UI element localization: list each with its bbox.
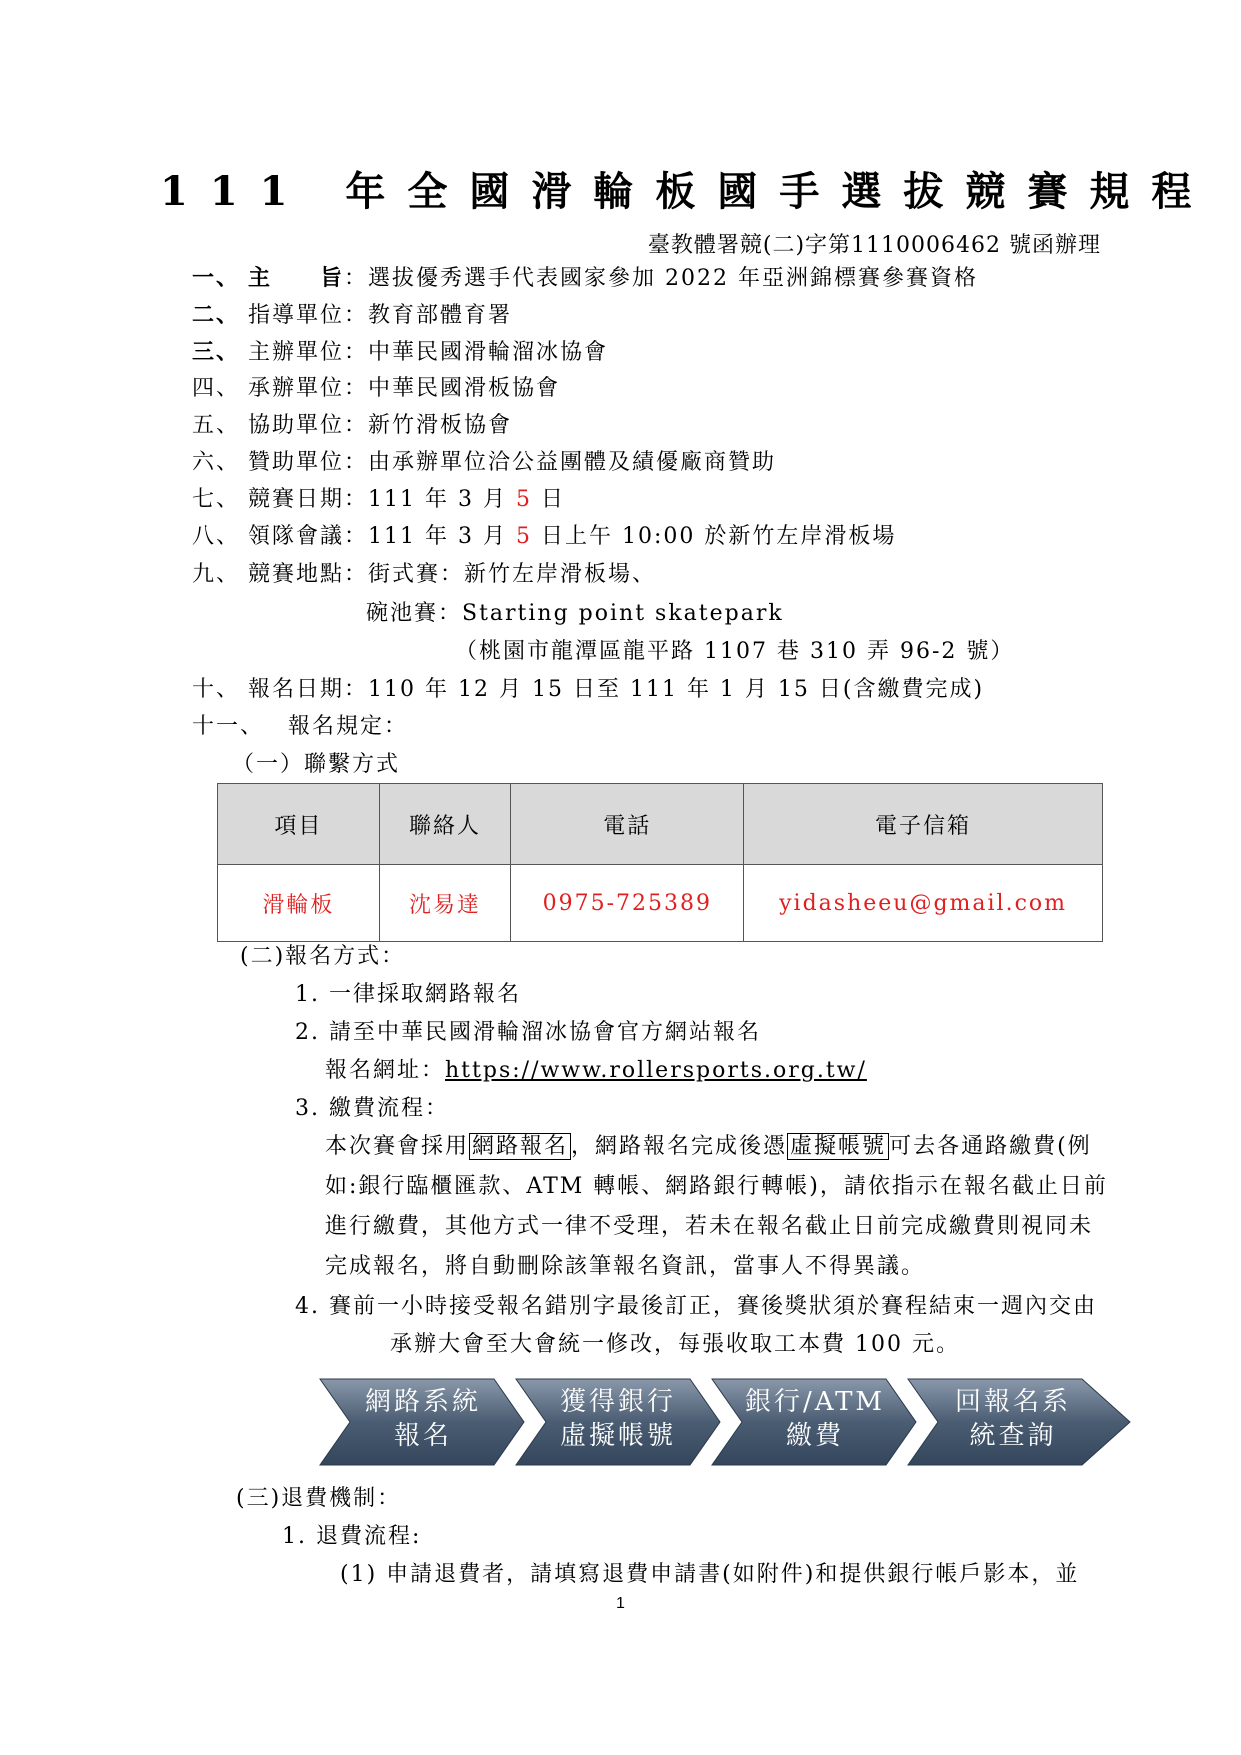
item-label: 報名規定： <box>288 714 409 739</box>
flow-step-line: 獲得銀行 <box>559 1387 676 1417</box>
item-label: 領隊會議 <box>248 524 345 549</box>
page-number: 1 <box>616 1595 625 1612</box>
page-title: 111 年全國滑輪板國手選拔競賽規程 <box>160 168 1214 215</box>
payment-line-1 <box>325 1132 1092 1162</box>
payment-line-3: 進行繳費，其他方式一律不受理，若未在報名截止日前完成繳費則視同未 <box>325 1214 1094 1239</box>
item-host <box>192 374 560 404</box>
flow-step-line: 網路系統 <box>364 1387 481 1417</box>
registration-heading: (二)報名方式： <box>240 944 406 969</box>
flow-step-4 <box>928 1385 1098 1453</box>
registration-flow-diagram <box>318 1377 1138 1467</box>
table-row <box>218 865 1103 942</box>
payment-line-4: 完成報名，將自動刪除該筆報名資訊，當事人不得異議。 <box>325 1254 926 1279</box>
registration-step-4-cont: 承辦大會至大會統一修改，每張收取工本費 100 元。 <box>390 1332 960 1357</box>
table-cell: 沈易達 <box>379 865 511 942</box>
item-venue <box>192 560 656 590</box>
contact-heading: （一）聯繫方式 <box>232 752 401 777</box>
date-day: 5 <box>515 524 532 549</box>
item-label: 主 旨 <box>248 265 345 291</box>
item-number: 七、 <box>192 487 241 512</box>
refund-heading: (三)退費機制： <box>236 1486 402 1511</box>
item-purpose <box>192 263 978 294</box>
item-assist <box>192 411 512 441</box>
table-header: 聯絡人 <box>379 784 511 865</box>
registration-step-2: 2. 請至中華民國滑輪溜冰協會官方網站報名 <box>295 1020 761 1045</box>
payment-line-2: 如:銀行臨櫃匯款、ATM 轉帳、網路銀行轉帳)，請依指示在報名截止日前 <box>325 1174 1108 1199</box>
item-label: 指導單位 <box>248 303 345 328</box>
table-cell: 0975-725389 <box>511 865 744 942</box>
item-number: 二、 <box>192 302 241 328</box>
item-competition-date <box>192 485 565 515</box>
item-label: 承辦單位 <box>248 376 345 401</box>
table-header: 電子信箱 <box>744 784 1103 865</box>
registration-step-1: 1. 一律採取網路報名 <box>295 982 521 1007</box>
reference-number: 臺教體署競(二)字第1110006462 號函辦理 <box>647 233 1101 258</box>
item-number: 九、 <box>192 562 241 587</box>
registration-step-4: 4. 賽前一小時接受報名錯別字最後訂正，賽後獎狀須於賽程結束一週內交由 <box>295 1294 1097 1319</box>
text-span: 本次賽會採用 <box>325 1134 470 1159</box>
registration-url-line <box>325 1056 867 1086</box>
text-span: ，網路報名完成後憑 <box>571 1134 788 1159</box>
item-text: 日 <box>531 487 565 512</box>
item-number: 八、 <box>192 524 241 549</box>
item-label: 競賽日期 <box>248 487 345 512</box>
online-registration-box: 網路報名 <box>469 1133 571 1160</box>
venue-address: （桃園市龍潭區龍平路 1107 巷 310 弄 96-2 號） <box>455 639 1015 664</box>
item-text: ：選拔優秀選手代表國家參加 2022 年亞洲錦標賽參賽資格 <box>344 266 978 291</box>
item-number: 十、 <box>192 677 241 702</box>
table-header-row <box>218 784 1103 865</box>
item-organizer <box>192 337 608 368</box>
item-number: 三、 <box>192 339 241 365</box>
item-text: ：中華民國滑輪溜冰協會 <box>344 340 609 365</box>
refund-step-1: 1. 退費流程: <box>282 1524 422 1549</box>
item-registration-date <box>192 675 984 705</box>
venue-bowl: 碗池賽：Starting point skatepark <box>366 601 784 626</box>
contact-table <box>217 783 1103 942</box>
item-label: 協助單位 <box>248 413 345 438</box>
table-cell: yidasheeu@gmail.com <box>744 865 1103 942</box>
url-label: 報名網址： <box>325 1058 446 1083</box>
item-text: ：111 年 3 月 <box>344 487 516 512</box>
item-number: 四、 <box>192 376 241 401</box>
item-guidance-unit <box>192 300 512 331</box>
item-sponsor <box>192 448 776 478</box>
flow-step-1 <box>338 1385 508 1453</box>
date-day: 5 <box>515 487 532 512</box>
item-text: ：110 年 12 月 15 日至 111 年 1 月 15 日(含繳費完成) <box>344 677 985 702</box>
item-number: 一、 <box>192 265 241 291</box>
item-text: ：111 年 3 月 <box>344 524 516 549</box>
flow-step-line: 繳費 <box>785 1421 844 1451</box>
flow-step-3 <box>730 1385 900 1453</box>
item-text: ：教育部體育署 <box>344 303 513 328</box>
item-label: 主辦單位 <box>248 340 345 365</box>
item-label: 報名日期 <box>248 677 345 702</box>
table-cell: 滑輪板 <box>218 865 380 942</box>
flow-step-line: 報名 <box>393 1421 452 1451</box>
item-text: ：街式賽：新竹左岸滑板場、 <box>344 562 657 587</box>
text-span: 可去各通路繳費(例 <box>889 1134 1092 1159</box>
flow-step-2 <box>533 1385 703 1453</box>
flow-step-line: 回報名系 <box>954 1387 1071 1417</box>
flow-step-line: 虛擬帳號 <box>559 1421 676 1451</box>
registration-step-3: 3. 繳費流程： <box>295 1096 449 1121</box>
item-number: 五、 <box>192 413 241 438</box>
item-number: 六、 <box>192 450 241 475</box>
item-team-meeting <box>192 522 896 552</box>
virtual-account-box: 虛擬帳號 <box>787 1133 889 1160</box>
item-text: ：新竹滑板協會 <box>344 413 513 438</box>
table-header: 項目 <box>218 784 380 865</box>
item-text: 日上午 10:00 於新竹左岸滑板場 <box>531 524 897 549</box>
item-text: ：由承辦單位洽公益團體及績優廠商贊助 <box>344 450 777 475</box>
item-label: 競賽地點 <box>248 562 345 587</box>
registration-link[interactable]: https://www.rollersports.org.tw/ <box>445 1058 867 1083</box>
item-registration-rules <box>192 712 408 742</box>
item-label: 贊助單位 <box>248 450 345 475</box>
flow-step-line: 統查詢 <box>969 1421 1057 1451</box>
table-header: 電話 <box>511 784 744 865</box>
flow-step-line: 銀行/ATM <box>744 1387 886 1417</box>
item-number: 十一、 <box>192 714 265 739</box>
item-text: ：中華民國滑板協會 <box>344 376 561 401</box>
refund-sub-1: (1) 申請退費者，請填寫退費申請書(如附件)和提供銀行帳戶影本，並 <box>340 1562 1080 1587</box>
